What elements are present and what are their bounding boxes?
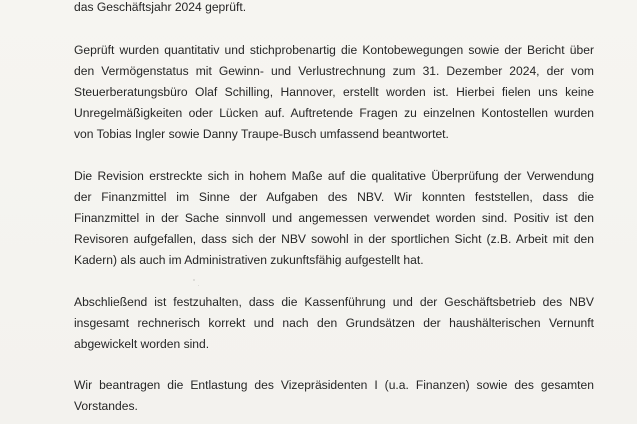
paragraph-audit-scope (74, 40, 594, 145)
paragraph-line: Geprüft wurden quantitativ und stichprobenartig die Kontobewegungen sowie der Bericht über (74, 43, 594, 57)
top-line (74, 0, 594, 18)
paragraph-line: insgesamt rechnerisch korrekt und nach den Grundsätzen der haushälterischen Vernunft (74, 316, 594, 330)
paragraph-line: Revisoren aufgefallen, dass sich der NBV sowohl in der sportlichen Sicht (z.B. Arbeit mit den (74, 232, 594, 246)
paragraph-line: den Vermögenstatus mit Gewinn- und Verlustrechnung zum 31. Dezember 2024, der vom (74, 64, 594, 78)
paragraph-line: Steuerberatungsbüro Olaf Schilling, Hannover, erstellt worden ist. Hierbei fielen uns keine (74, 85, 594, 99)
scan-speck (193, 279, 195, 281)
paragraph-revision (74, 166, 594, 271)
paragraph-line: Wir beantragen die Entlastung des Vizepräsidenten I (u.a. Finanzen) sowie des gesamten (74, 378, 594, 392)
paragraph-line: von Tobias Ingler sowie Danny Traupe-Busch umfassend beantwortet. (74, 127, 449, 141)
top-line-text: das Geschäftsjahr 2024 geprüft. (74, 0, 247, 14)
paragraph-line: Abschließend ist festzuhalten, dass die Kassenführung und der Geschäftsbetrieb des NBV (74, 295, 594, 309)
paragraph-line: der Finanzmittel im Sinne der Aufgaben des NBV. Wir konnten feststellen, dass die (74, 190, 594, 204)
paragraph-conclusion (74, 292, 594, 355)
paragraph-line: abgewickelt worden sind. (74, 337, 210, 351)
scan-speck (198, 285, 199, 286)
paragraph-motion (74, 375, 594, 417)
paragraph-line: Kadern) als auch im Administrativen zukunftsfähig aufgestellt hat. (74, 253, 424, 267)
paragraph-line: Die Revision erstreckte sich in hohem Maße auf die qualitative Überprüfung der Verwendung (74, 169, 594, 183)
paragraph-line: Vorstandes. (74, 399, 138, 413)
paragraph-line: Unregelmäßigkeiten oder Lücken auf. Auftretende Fragen zu einzelnen Kontostellen wurden (74, 106, 594, 120)
paragraph-line: Finanzmittel in der Sache sinnvoll und angemessen verwendet worden sind. Positiv ist den (74, 211, 594, 225)
